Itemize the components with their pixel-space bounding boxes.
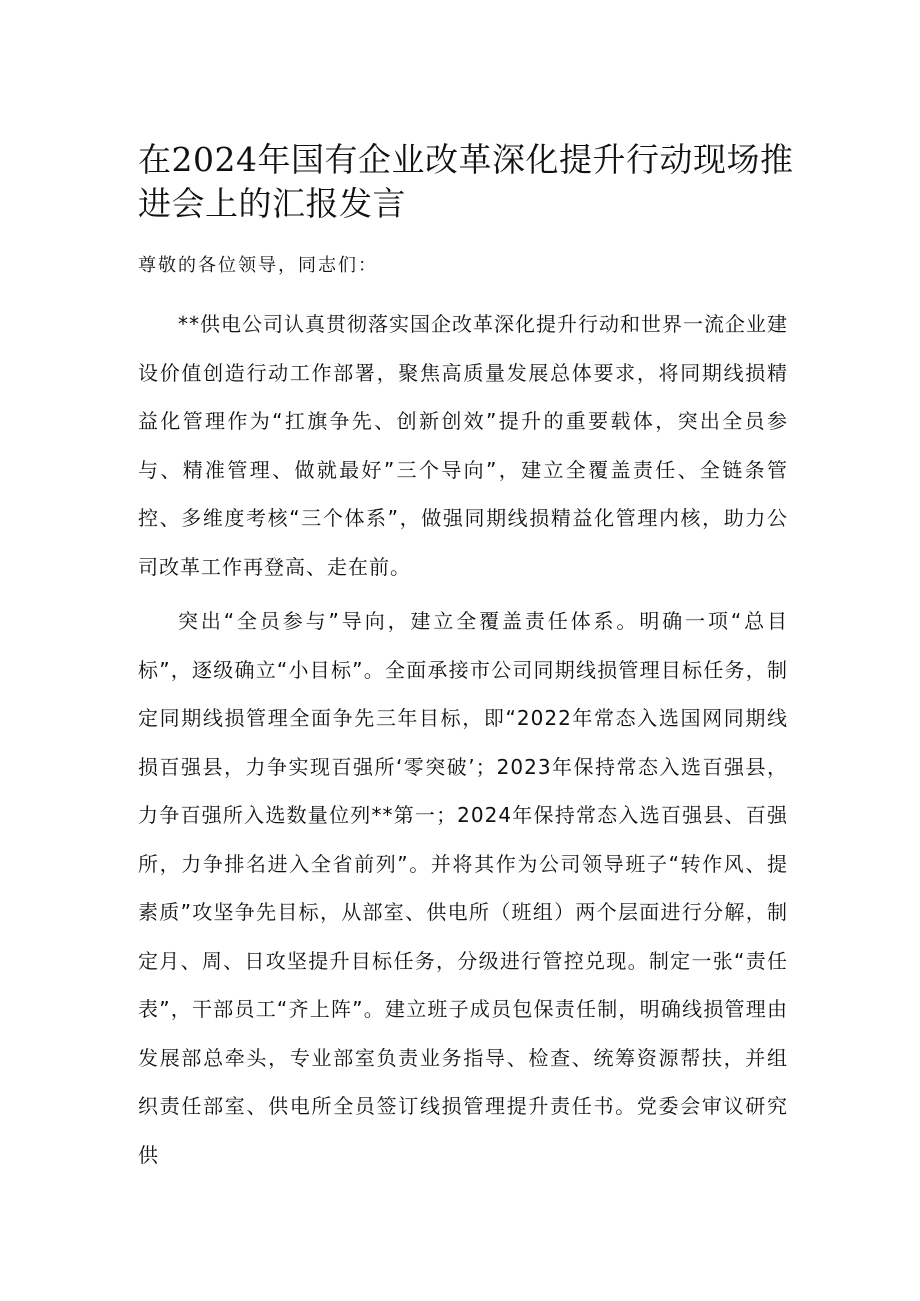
document-title: 在2024年国有企业改革深化提升行动现场推进会上的汇报发言 — [138, 140, 794, 223]
salutation: 尊敬的各位领导，同志们： — [138, 255, 378, 276]
paragraph-full-participation: 突出“全员参与”导向，建立全覆盖责任体系。明确一项“总目标”，逐级确立“小目标”。全面承接市公司同期线损管理目标任务，制定同期线损管理全面争先三年目标，即“2022年常态入选国网同期线损百强县，力争实现百强所‘零突破’；2023年保持常态入选百强县，力争百强所入选数量位列**第一；2024年保持常态入选百强县、百强所，力争排名进入全省前列”。并将其作为公司领导班子“转作风、提素质”攻坚争先目标，从部室、供电所（班组）两个层面进行分解，制定月、周、日攻坚提升目标任务，分级进行管控兑现。制定一张“责任表”，干部员工“齐上阵”。建立班子成员包保责任制，明确线损管理由发展部总牵头，专业部室负责业务指导、检查、统筹资源帮扶，并组织责任部室、供电所全员签订线损管理提升责任书。党委会审议研究供 — [138, 609, 788, 1167]
paragraph-intro: **供电公司认真贯彻落实国企改革深化提升行动和世界一流企业建设价值创造行动工作部署，聚焦高质量发展总体要求，将同期线损精益化管理作为“扛旗争先、创新创效”提升的重要载体，突出全员参与、精准管理、做就最好”三个导向”，建立全覆盖责任、全链条管控、多维度考核“三个体系”，做强同期线损精益化管理内核，助力公司改革工作再登高、走在前。 — [138, 312, 788, 579]
